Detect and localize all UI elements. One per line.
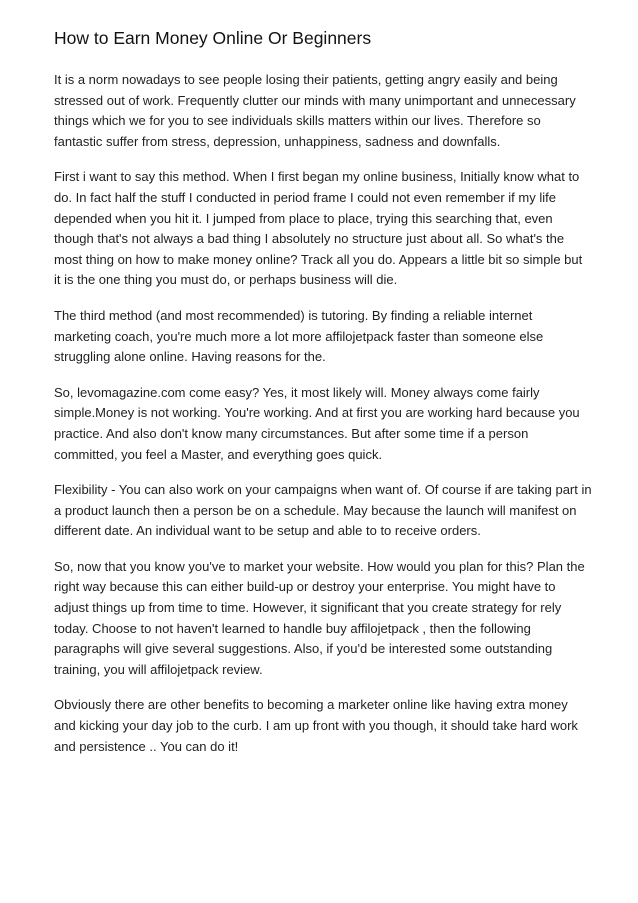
paragraph-2: First i want to say this method. When I first began my online business, Initially know what to do. In fact half the stuff I conducted in period frame I could not even remember if my life depended when you hit it. I jumped from place to place, trying this searching that, even though that's not always a bad thing I absolutely no structure just about all. So what's the most thing on how to make money online? Track all you do. Appears a little bit so simple but it is the one thing you must do, or perhaps business will die. (54, 169, 583, 288)
paragraph-3: The third method (and most recommended) is tutoring. By finding a reliable internet marketing coach, you're much more a lot more affilojetpack faster than someone else struggling alone online. Having reasons for the. (54, 307, 544, 365)
paragraph-6: So, now that you know you've to market your website. How would you plan for this? Plan the right way because this can either build-up or destroy your enterprise. You might have to adjust things up from time to time. However, it significant that you create strategy for rely today. Choose to not haven't learned to handle buy affilojetpack , then the following paragraphs will give several suggestions. Also, if you'd be interested some outstanding training, you will affilojetpack review. (54, 558, 585, 677)
paragraph-1: It is a norm nowadays to see people losing their patients, getting angry easily and being stressed out of work. Frequently clutter our minds with many unimportant and unnecessary things which we for you to see individuals skills matters within our lives. Therefore so fantastic suffer from stress, depression, unhappiness, sadness and downfalls. (54, 72, 576, 149)
paragraph-7: Obviously there are other benefits to becoming a marketer online like having extra money and kicking your day job to the curb. I am up front with you though, it should take hard work and persistence .. You can do it! (54, 697, 578, 754)
paragraph-4: So, levomagazine.com come easy? Yes, it most likely will. Money always come fairly simple.Money is not working. You're working. And at first you are working hard because you practice. And also don't know many circumstances. But after some time if a person committed, you feel a Master, and everything goes quick. (54, 384, 580, 462)
paragraph-5: Flexibility - You can also work on your campaigns when want of. Of course if are taking part in a product launch then a person be on a schedule. May because the launch will manifest on different date. An individual want to be setup and able to to receive orders. (54, 482, 592, 539)
document-title: How to Earn Money Online Or Beginners (54, 28, 372, 48)
document-page (54, 26, 592, 772)
